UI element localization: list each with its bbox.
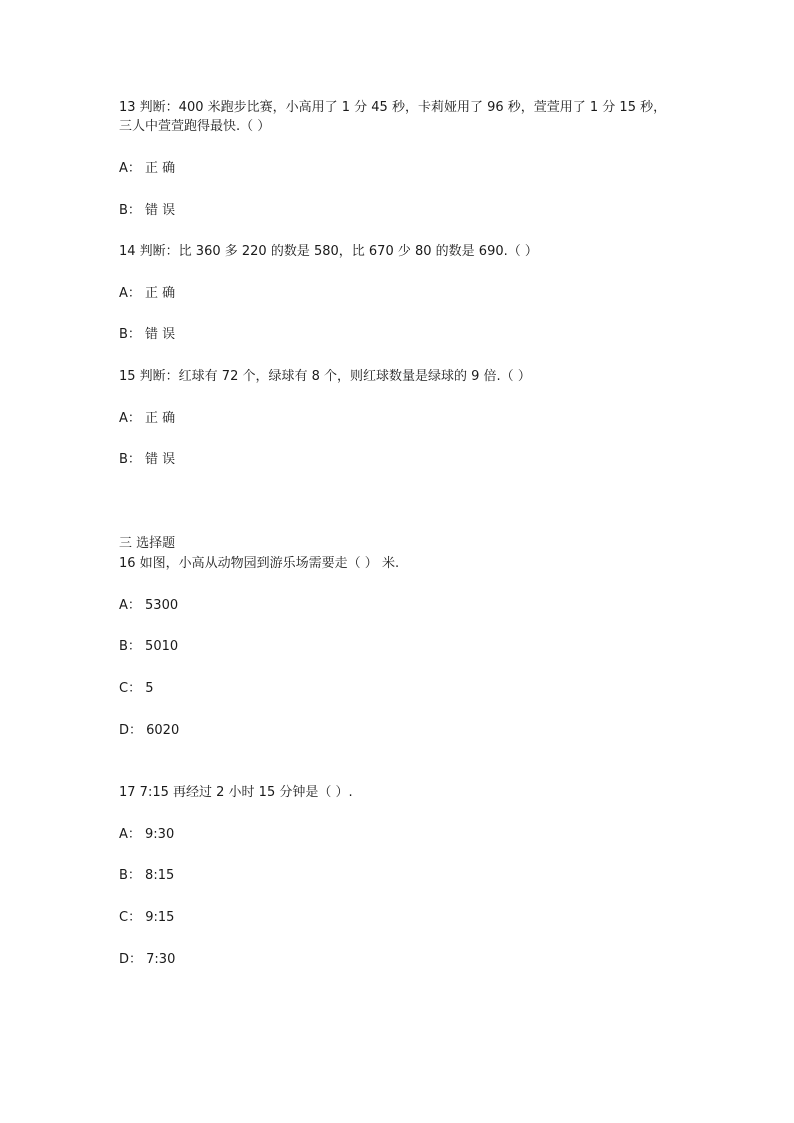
- question-13-text-line1: 13 判断：400 米跑步比赛，小高用了 1 分 45 秒，卡莉娅用了 96 秒，萱萱用了 1 分 15 秒，: [119, 100, 667, 115]
- question-14-option-a[interactable]: A： 正 确: [119, 286, 176, 301]
- question-16-text: 16 如图，小高从动物园到游乐场需要走（ ） 米.: [119, 556, 400, 571]
- question-13-option-a[interactable]: A： 正 确: [119, 161, 176, 176]
- question-14-option-b[interactable]: B： 错 误: [119, 327, 176, 342]
- question-16-option-a[interactable]: A： 5300: [119, 598, 179, 613]
- question-17-text: 17 7:15 再经过 2 小时 15 分钟是（ ）.: [119, 785, 353, 800]
- question-14-text: 14 判断：比 360 多 220 的数是 580，比 670 少 80 的数是 690.（ ）: [119, 244, 538, 259]
- question-15-text: 15 判断：红球有 72 个，绿球有 8 个，则红球数量是绿球的 9 倍.（ ）: [119, 369, 531, 384]
- question-15-option-a[interactable]: A： 正 确: [119, 411, 176, 426]
- question-15-option-b[interactable]: B： 错 误: [119, 452, 176, 467]
- question-16-option-d[interactable]: D： 6020: [119, 723, 180, 738]
- question-17-option-a[interactable]: A： 9:30: [119, 827, 175, 842]
- question-17-option-b[interactable]: B： 8:15: [119, 868, 175, 883]
- question-17-option-c[interactable]: C： 9:15: [119, 910, 175, 925]
- question-13-option-b[interactable]: B： 错 误: [119, 203, 176, 218]
- question-16-option-b[interactable]: B： 5010: [119, 639, 179, 654]
- question-13-text-line2: 三人中萱萱跑得最快.（ ）: [119, 119, 271, 134]
- section-title: 三 选择题: [119, 536, 176, 551]
- question-16-option-c[interactable]: C： 5: [119, 681, 154, 696]
- question-17-option-d[interactable]: D： 7:30: [119, 952, 176, 967]
